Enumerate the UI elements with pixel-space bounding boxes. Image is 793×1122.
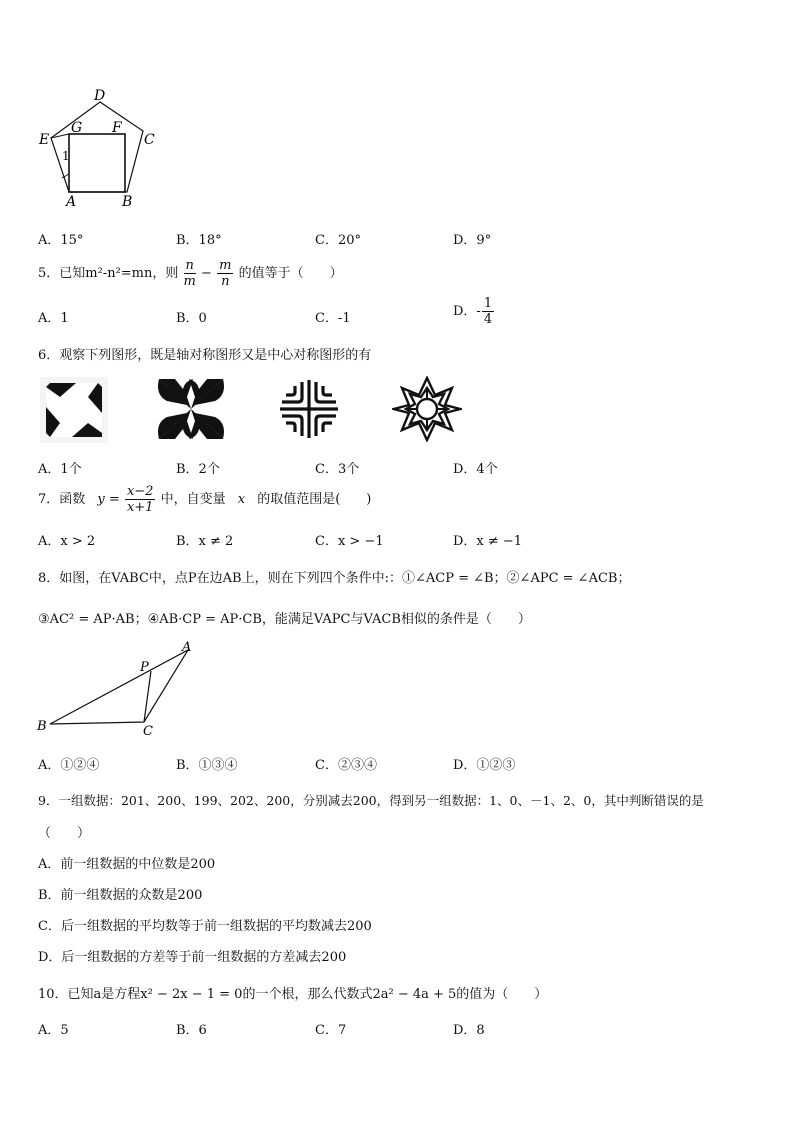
label-B: B — [122, 194, 133, 210]
triangle-abc-figure — [34, 638, 204, 738]
q9-option-c[interactable]: C．后一组数据的平均数等于前一组数据的平均数减去200 — [38, 919, 372, 934]
label-B: B — [37, 719, 47, 734]
q8-option-d[interactable]: D．①②③ — [453, 758, 516, 773]
q6-option-d[interactable]: D．4个 — [453, 462, 498, 477]
symbol-butterfly-cross-icon — [153, 375, 229, 443]
q8-option-a[interactable]: A．①②④ — [38, 758, 100, 773]
label-C: C — [144, 132, 155, 148]
q7-y: y = — [97, 492, 120, 507]
q6-option-c[interactable]: C．3个 — [315, 462, 360, 477]
q6-option-b[interactable]: B．2个 — [176, 462, 220, 477]
q5-minus: − — [201, 266, 212, 281]
q7-option-d[interactable]: D．x ≠ −1 — [453, 534, 523, 549]
label-G: G — [71, 120, 83, 136]
q4-option-a[interactable]: A．15° — [38, 233, 84, 248]
q7-option-c[interactable]: C．x > −1 — [315, 534, 384, 549]
q4-option-d[interactable]: D．9° — [453, 233, 492, 248]
q5-prefix: 5．已知m²-n²=mn，则 — [38, 266, 179, 281]
q7-suffix: 的取值范围是( ) — [257, 492, 372, 507]
label-C: C — [143, 724, 153, 738]
question-7 — [38, 484, 371, 515]
q5-fraction-1: $\frac{n}{m}$ — [183, 258, 196, 289]
q7-mid: 中，自变量 — [160, 492, 226, 507]
label-A: A — [66, 194, 77, 210]
q7-x: x — [237, 492, 246, 507]
question-5 — [38, 258, 343, 289]
question-10: 10．已知a是方程x² − 2x − 1 = 0的一个根，那么代数式2a² − 4a + 5的值为（ ） — [38, 987, 548, 1002]
q9-option-b[interactable]: B．前一组数据的众数是200 — [38, 888, 203, 903]
q5-option-d[interactable]: D．- $\frac{1}{4}$ — [453, 296, 493, 327]
symbol-octagram-flower-icon — [392, 376, 462, 442]
q4-option-c[interactable]: C．20° — [315, 233, 361, 248]
q5-option-d-fraction: $\frac{1}{4}$ — [483, 296, 493, 327]
q7-option-a[interactable]: A．x > 2 — [38, 534, 96, 549]
q5-suffix: 的值等于（ ） — [238, 266, 343, 281]
pentagon-square-figure — [36, 86, 166, 210]
q7-prefix: 7．函数 — [38, 492, 86, 507]
q10-option-d[interactable]: D．8 — [453, 1023, 485, 1038]
q7-fraction: $\frac{x-2}{x+1}$ — [126, 484, 154, 515]
question-8-line-1: 8．如图，在VABC中，点P在边AB上，则在下列四个条件中:：①∠ACP = ∠B；②∠APC = ∠ACB； — [38, 571, 631, 586]
question-9-line-2: （ ） — [38, 826, 91, 841]
label-D: D — [94, 88, 106, 104]
question-8-line-2: ③AC² = AP·AB；④AB·CP = AP·CB，能满足VAPC与VACB相似的条件是（ ） — [38, 612, 531, 627]
q10-option-a[interactable]: A．5 — [38, 1023, 69, 1038]
q9-option-a[interactable]: A．前一组数据的中位数是200 — [38, 857, 216, 872]
label-1: 1 — [62, 149, 70, 163]
q5-fraction-2: $\frac{m}{n}$ — [219, 258, 232, 289]
q8-option-b[interactable]: B．①③④ — [176, 758, 238, 773]
question-6: 6．观察下列图形，既是轴对称图形又是中心对称图形的有 — [38, 348, 372, 363]
symbol-nested-cross-icon — [276, 376, 342, 442]
q5-option-c[interactable]: C．-1 — [315, 311, 351, 326]
label-A: A — [182, 640, 192, 655]
q10-option-b[interactable]: B．6 — [176, 1023, 207, 1038]
q6-option-a[interactable]: A．1个 — [38, 462, 82, 477]
q5-option-b[interactable]: B．0 — [176, 311, 207, 326]
label-F: F — [112, 120, 122, 136]
q10-option-c[interactable]: C．7 — [315, 1023, 347, 1038]
q5-option-a[interactable]: A．1 — [38, 311, 69, 326]
question-9-line-1: 9．一组数据：201、200、199、202、200，分别减去200，得到另一组数据：1、0、－1、2、0，其中判断错误的是 — [38, 793, 704, 808]
q9-option-d[interactable]: D．后一组数据的方差等于前一组数据的方差减去200 — [38, 950, 347, 965]
q7-option-b[interactable]: B．x ≠ 2 — [176, 534, 234, 549]
q4-option-b[interactable]: B．18° — [176, 233, 222, 248]
symbol-square-swirl-icon — [40, 377, 108, 443]
q8-option-c[interactable]: C．②③④ — [315, 758, 377, 773]
label-P: P — [140, 660, 149, 675]
label-E: E — [39, 132, 50, 148]
